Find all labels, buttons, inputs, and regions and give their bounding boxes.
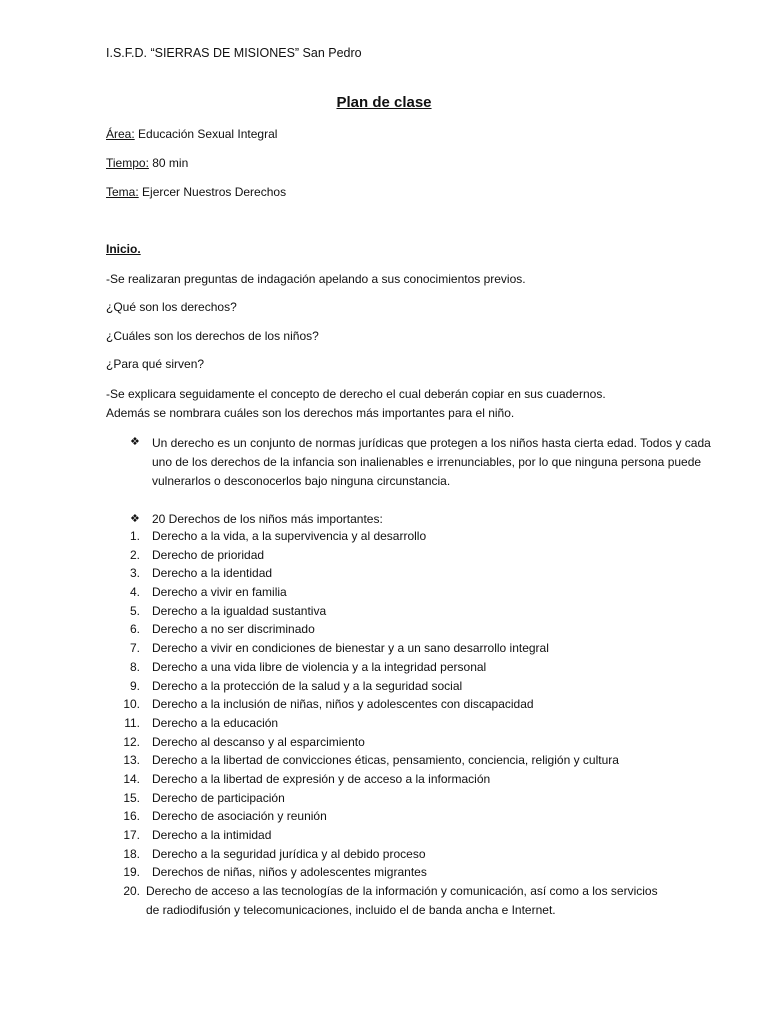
list-item — [106, 546, 666, 565]
item-text: Derecho al descanso y al esparcimiento — [152, 734, 365, 749]
list-item — [106, 695, 666, 714]
list-item — [106, 770, 666, 789]
list-item — [106, 845, 666, 864]
question: ¿Qué son los derechos? — [106, 300, 237, 314]
field-value: 80 min — [148, 156, 189, 170]
item-number: 5. — [129, 603, 140, 618]
diamond-bullet-icon: ❖ — [130, 436, 140, 448]
rights-list-heading: 20 Derechos de los niños más importantes: — [152, 512, 383, 526]
paragraph: Además se nombrara cuáles son los derechos más importantes para el niño. — [106, 406, 515, 420]
item-text: Derecho a la igualdad sustantiva — [152, 603, 327, 618]
item-number: 10. — [123, 697, 140, 712]
item-number: 1. — [129, 529, 140, 543]
item-number: 7. — [129, 641, 140, 656]
field-value: Educación Sexual Integral — [134, 127, 278, 141]
institution-header: I.S.F.D. “SIERRAS DE MISIONES” San Pedro — [106, 46, 362, 60]
list-item — [106, 789, 666, 808]
item-text: Derecho a una vida libre de violencia y a la integridad personal — [152, 659, 487, 674]
list-item — [106, 714, 666, 733]
diamond-bullet-icon: ❖ — [130, 513, 140, 525]
item-number: 11. — [124, 715, 140, 730]
rights-list — [106, 527, 666, 919]
item-text: Derecho a la libertad de convicciones éticas, pensamiento, conciencia, religión y cultura — [152, 753, 619, 768]
field-label: Tiempo: — [106, 156, 149, 170]
item-text: Derecho a vivir en condiciones de bienestar y a un sano desarrollo integral — [152, 641, 549, 656]
field-tiempo — [106, 156, 188, 170]
item-number: 14. — [123, 771, 140, 786]
list-item — [106, 751, 666, 770]
item-text: Derecho a la protección de la salud y a la seguridad social — [152, 678, 463, 693]
item-text: Derecho a la intimidad — [152, 828, 272, 842]
item-number: 4. — [129, 585, 140, 600]
item-text: Derecho de participación — [152, 790, 285, 805]
item-number: 6. — [129, 622, 140, 637]
item-text: Derecho a la seguridad jurídica y al debido proceso — [152, 846, 426, 861]
paragraph: -Se explicara seguidamente el concepto de derecho el cual deberán copiar en sus cuadernos. — [106, 387, 606, 401]
section-heading-inicio: Inicio. — [106, 242, 141, 256]
list-item — [106, 677, 666, 696]
item-number: 8. — [129, 659, 140, 674]
paragraph: -Se realizaran preguntas de indagación apelando a sus conocimientos previos. — [106, 272, 526, 286]
item-number: 18. — [123, 846, 140, 861]
question: ¿Para qué sirven? — [106, 357, 205, 371]
list-item — [106, 564, 666, 583]
list-item — [106, 620, 666, 639]
item-number: 9. — [129, 678, 140, 693]
item-text: Derecho de prioridad — [152, 547, 265, 562]
list-item — [106, 658, 666, 677]
item-text: Derecho a no ser discriminado — [152, 622, 315, 637]
item-text: Derecho de acceso a las tecnologías de la información y comunicación, así como a los servicios de radiodifusión y telecomunicaciones, incluido el de banda ancha e Internet. — [146, 884, 658, 917]
item-text: Derecho a la inclusión de niñas, niños y adolescentes con discapacidad — [152, 697, 534, 712]
item-text: Derecho a la vida, a la supervivencia y al desarrollo — [152, 529, 427, 543]
item-number: 15. — [123, 790, 140, 805]
page-title: Plan de clase — [336, 94, 432, 111]
item-text: Derecho a la libertad de expresión y de acceso a la información — [152, 771, 491, 786]
item-number: 2. — [129, 547, 140, 562]
list-item — [106, 882, 666, 919]
list-item — [106, 639, 666, 658]
item-number: 19. — [123, 865, 140, 880]
item-text: Derecho a la educación — [152, 715, 279, 730]
item-number: 17. — [123, 828, 140, 842]
definition-bullet: Un derecho es un conjunto de normas jurídicas que protegen a los niños hasta cierta edad. Todos y cada uno de los derechos de la infancia son inalienables e irrenunciables, por lo que ninguna persona puede vulnerarlos o desconocerlos bajo ninguna circunstancia. — [152, 436, 711, 488]
list-item — [106, 583, 666, 602]
item-number: 16. — [123, 809, 140, 824]
item-text: Derecho a vivir en familia — [152, 585, 287, 600]
item-number: 3. — [129, 566, 140, 581]
item-text: Derechos de niñas, niños y adolescentes migrantes — [152, 865, 427, 880]
list-item — [106, 863, 666, 882]
item-text: Derecho a la identidad — [152, 566, 273, 581]
list-item — [106, 527, 666, 546]
question: ¿Cuáles son los derechos de los niños? — [106, 329, 319, 343]
field-label: Área: — [106, 127, 135, 141]
list-item — [106, 826, 666, 845]
field-value: Ejercer Nuestros Derechos — [138, 185, 287, 199]
item-text: Derecho de asociación y reunión — [152, 809, 327, 824]
field-label: Tema: — [106, 185, 139, 199]
list-item — [106, 602, 666, 621]
field-area — [106, 127, 277, 141]
list-item — [106, 807, 666, 826]
item-number: 12. — [123, 734, 140, 749]
item-number: 20. — [123, 884, 140, 899]
field-tema — [106, 185, 286, 199]
item-number: 13. — [123, 753, 140, 768]
list-item — [106, 733, 666, 752]
